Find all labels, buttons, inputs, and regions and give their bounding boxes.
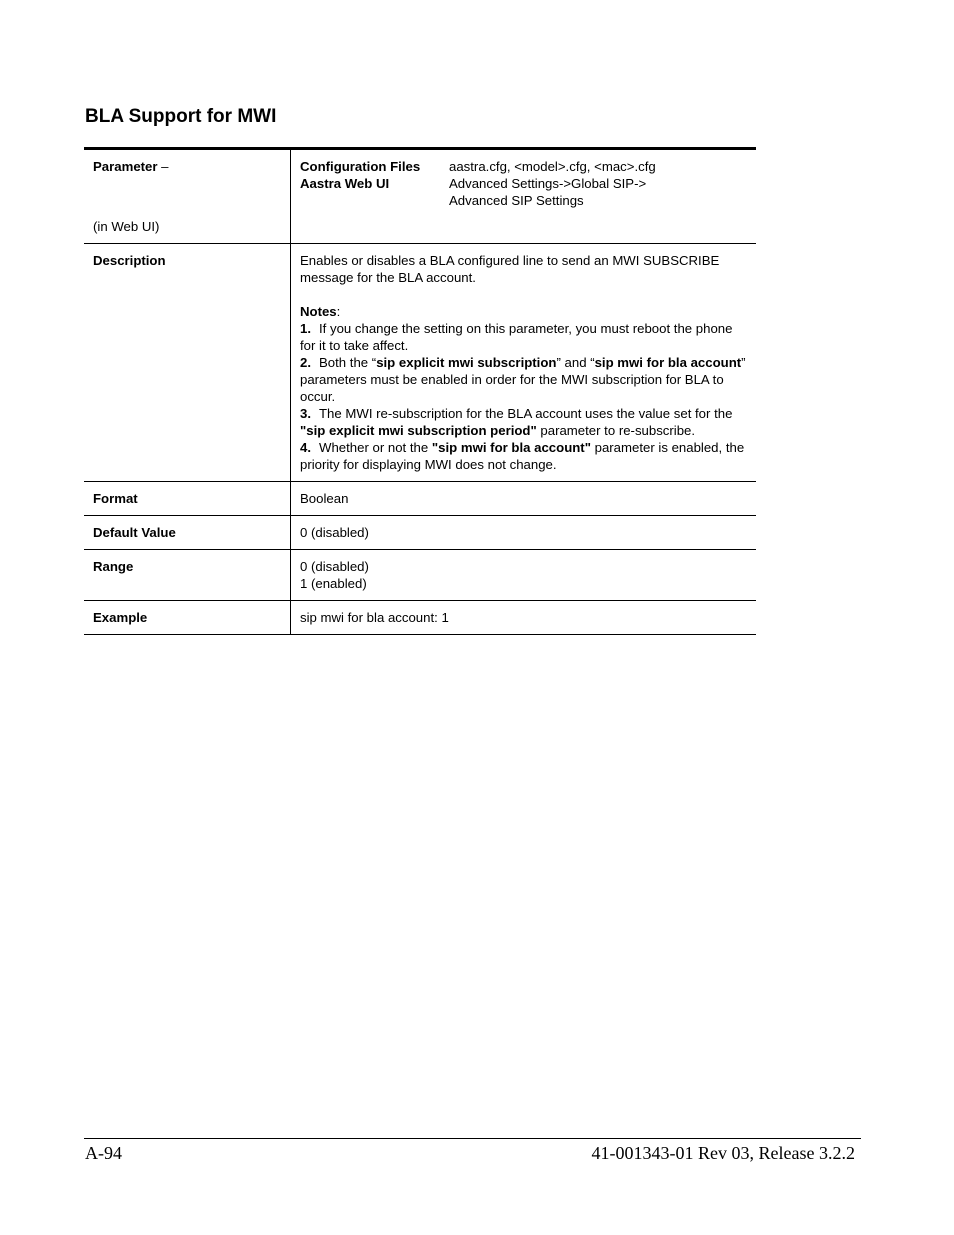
note-item (300, 439, 747, 473)
default-value-label: Default Value (93, 525, 176, 540)
table-row-format (84, 482, 756, 516)
range-value-2: 1 (enabled) (300, 576, 367, 591)
format-value: Boolean (291, 482, 757, 516)
default-value-value: 0 (disabled) (291, 516, 757, 550)
table-row-range (84, 550, 756, 601)
range-value-1: 0 (disabled) (300, 559, 369, 574)
note-text: If you change the setting on this parameter, you must reboot the phone for it to take affect. (300, 321, 733, 353)
notes-heading (300, 303, 747, 320)
table-row-default-value (84, 516, 756, 550)
web-ui-value (449, 175, 747, 209)
notes-label: Notes (300, 304, 337, 319)
parameter-label: Parameter (93, 159, 158, 174)
note-text: The MWI re-subscription for the BLA account uses the value set for the (319, 406, 733, 421)
range-label: Range (93, 559, 134, 574)
note-text: ” and “ (556, 355, 595, 370)
label-cell-default-value (84, 516, 291, 550)
table-row-example (84, 601, 756, 635)
web-ui-value-1: Advanced Settings->Global SIP-> (449, 176, 647, 191)
config-files-value: aastra.cfg, <model>.cfg, <mac>.cfg (449, 159, 656, 174)
note-param-name: "sip explicit mwi subscription period" (300, 423, 537, 438)
example-value: sip mwi for bla account: 1 (291, 601, 757, 635)
web-ui-key: Aastra Web UI (300, 176, 390, 191)
label-cell-format (84, 482, 291, 516)
note-text: parameter is enabled, the priority for displaying MWI does not change. (300, 440, 745, 472)
description-label: Description (93, 253, 166, 268)
note-number: 1. (300, 321, 311, 336)
note-number: 2. (300, 355, 311, 370)
note-item (300, 320, 747, 354)
description-text: Enables or disables a BLA configured line to send an MWI SUBSCRIBE message for the BLA account. (300, 253, 720, 285)
document-id: 41-001343-01 Rev 03, Release 3.2.2 (591, 1143, 855, 1163)
page-number: A-94 (85, 1143, 122, 1163)
notes-colon: : (336, 304, 341, 319)
value-cell-description (291, 244, 757, 482)
web-ui-line (300, 175, 747, 209)
label-cell-parameter (84, 149, 291, 244)
value-cell-parameter (291, 149, 757, 244)
web-ui-value-2: Advanced SIP Settings (449, 193, 584, 208)
note-text: ” parameters must be enabled in order for the MWI subscription for BLA to occur. (300, 355, 746, 404)
note-param-name: sip mwi for bla account (594, 355, 742, 370)
value-cell-range (291, 550, 757, 601)
note-text: parameter to re-subscribe. (536, 423, 696, 438)
section-title: BLA Support for MWI (85, 106, 277, 127)
label-cell-description (84, 244, 291, 482)
note-text: Whether or not the (319, 440, 432, 455)
format-label: Format (93, 491, 138, 506)
note-param-name: sip explicit mwi subscription (376, 355, 557, 370)
note-param-name: "sip mwi for bla account" (431, 440, 591, 455)
footer-rule (84, 1138, 861, 1139)
example-label: Example (93, 610, 148, 625)
note-number: 3. (300, 406, 311, 421)
label-cell-range (84, 550, 291, 601)
table-row-description (84, 244, 756, 482)
table-row-parameter (84, 149, 756, 244)
label-cell-example (84, 601, 291, 635)
config-files-line (300, 158, 747, 175)
parameter-label-sub: (in Web UI) (93, 219, 160, 234)
note-text: Both the “ (319, 355, 377, 370)
parameter-table (84, 147, 756, 635)
config-files-key: Configuration Files (300, 159, 421, 174)
note-number: 4. (300, 440, 311, 455)
note-item (300, 354, 747, 405)
note-item (300, 405, 747, 439)
parameter-label-dash: – (157, 159, 169, 174)
